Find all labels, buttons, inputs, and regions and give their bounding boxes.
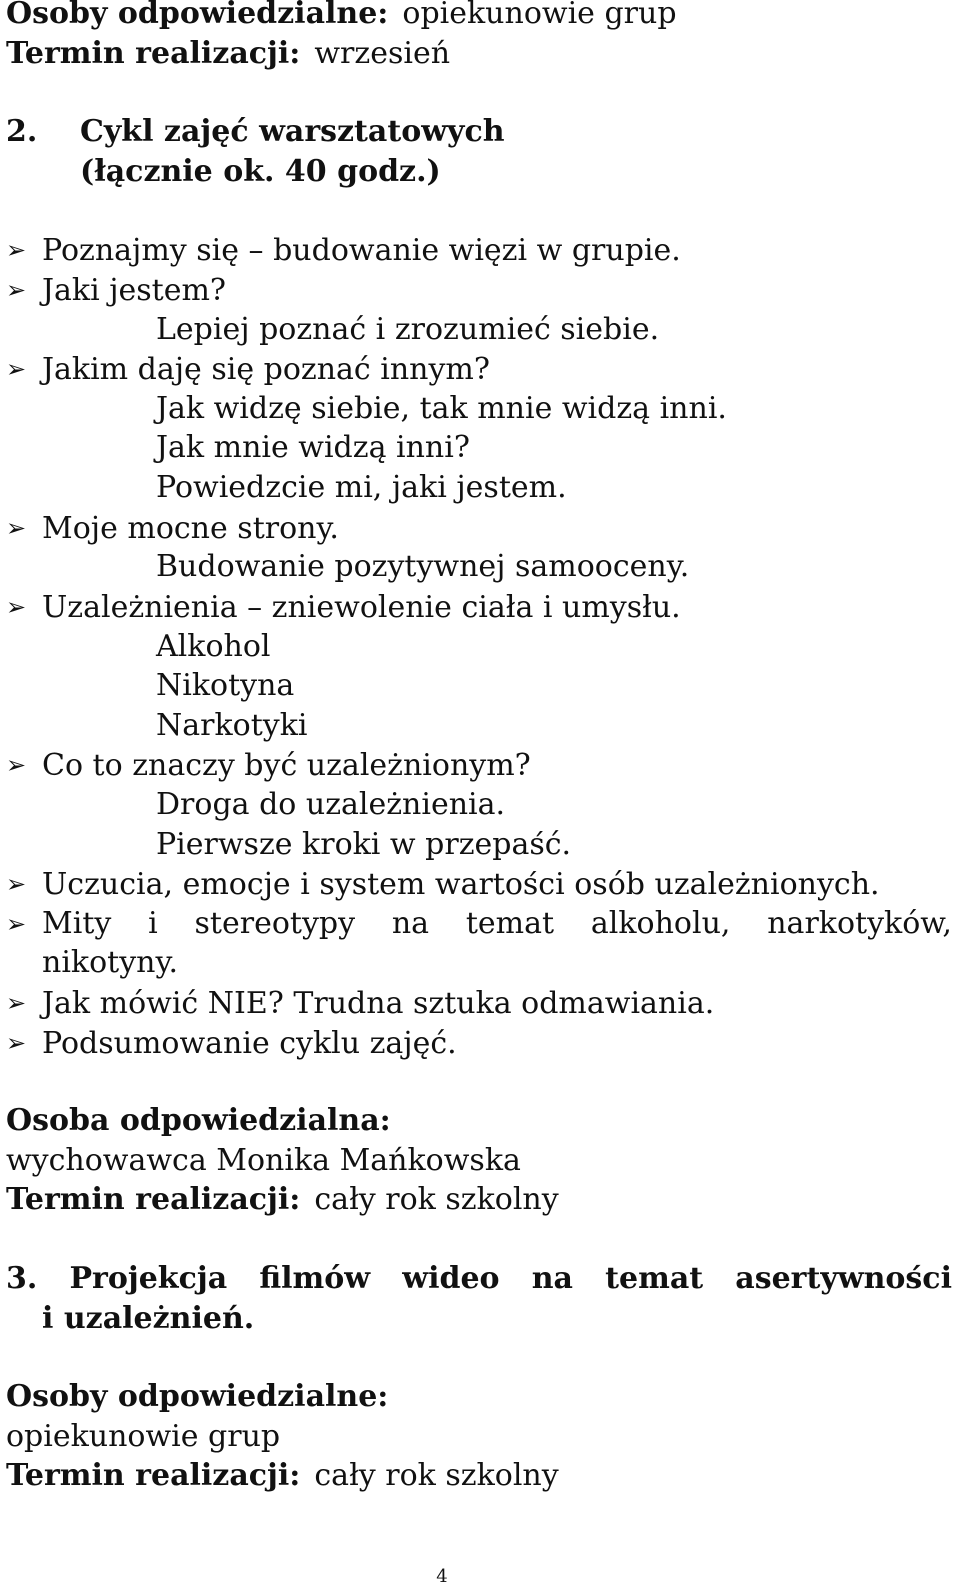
responsible-value: opiekunowie grup <box>402 0 677 31</box>
arrow-bullet-icon: ➢ <box>6 236 27 264</box>
list-item: ➢ Poznajmy się – budowanie więzi w grupie. <box>6 230 681 270</box>
list-subitem: Droga do uzależnienia. <box>156 787 506 822</box>
arrow-bullet-icon: ➢ <box>6 355 27 383</box>
list-item: ➢ Jak mówić NIE? Trudna sztuka odmawiania. <box>6 983 714 1023</box>
list-subitem: Powiedzcie mi, jaki jestem. <box>156 470 567 505</box>
deadline-label: Termin realizacji: <box>6 36 301 71</box>
deadline-value: wrzesień <box>314 36 451 71</box>
section-number: 3. <box>6 1261 38 1296</box>
arrow-bullet-icon: ➢ <box>6 514 27 542</box>
deadline-value: cały rok szkolny <box>314 1182 559 1217</box>
list-subitem: Nikotyna <box>156 668 295 703</box>
list-item: ➢ Co to znaczy być uzależnionym? <box>6 745 531 785</box>
arrow-bullet-icon: ➢ <box>6 989 27 1017</box>
arrow-bullet-icon: ➢ <box>6 870 27 898</box>
arrow-bullet-icon: ➢ <box>6 1029 27 1057</box>
section-2-heading-line2: (łącznie ok. 40 godz.) <box>80 154 441 189</box>
responsible-label: Osoba odpowiedzialna: <box>6 1103 391 1138</box>
arrow-bullet-icon: ➢ <box>6 276 27 304</box>
list-subitem: Narkotyki <box>156 708 308 743</box>
deadline-row <box>6 1456 559 1496</box>
arrow-bullet-icon: ➢ <box>6 910 27 938</box>
list-item-bullet <box>6 904 42 944</box>
list-item: ➢ Podsumowanie cyklu zajęć. <box>6 1023 457 1063</box>
list-item-justified: Mity i stereotypy na temat alkoholu, narkotyków, <box>42 906 952 941</box>
list-subitem: Lepiej poznać i zrozumieć siebie. <box>156 312 660 347</box>
list-subitem: Jak widzę siebie, tak mnie widzą inni. <box>156 391 727 426</box>
list-subitem: Pierwsze kroki w przepaść. <box>156 827 572 862</box>
section-title: Cykl zajęć warsztatowych <box>80 114 505 149</box>
responsible-label: Osoby odpowiedzialne: <box>6 0 389 31</box>
list-item: ➢ Uczucia, emocje i system wartości osób uzależnionych. <box>6 864 880 904</box>
list-item: ➢ Jaki jestem? <box>6 270 226 310</box>
list-subitem: Alkohol <box>156 629 271 664</box>
responsible-row <box>6 0 677 34</box>
deadline-value: cały rok szkolny <box>314 1458 559 1493</box>
list-item: ➢ Moje mocne strony. <box>6 508 339 548</box>
responsible-value: wychowawca Monika Mańkowska <box>6 1143 521 1178</box>
responsible-label: Osoby odpowiedzialne: <box>6 1379 389 1414</box>
page-number: 4 <box>436 1566 448 1587</box>
list-subitem: Budowanie pozytywnej samooceny. <box>156 549 690 584</box>
deadline-label: Termin realizacji: <box>6 1182 301 1217</box>
section-3-heading: 3. Projekcja filmów wideo na temat asertywności <box>6 1259 952 1299</box>
arrow-bullet-icon: ➢ <box>6 751 27 779</box>
section-2-heading <box>6 112 505 152</box>
list-item: ➢ Jakim daję się poznać innym? <box>6 349 490 389</box>
deadline-row <box>6 1180 559 1220</box>
arrow-bullet-icon: ➢ <box>6 593 27 621</box>
section-3-heading-line2: i uzależnień. <box>42 1301 255 1336</box>
list-item-continuation: nikotyny. <box>42 945 178 980</box>
list-subitem: Jak mnie widzą inni? <box>156 430 470 465</box>
list-item: ➢ Uzależnienia – zniewolenie ciała i umysłu. <box>6 587 681 627</box>
deadline-label: Termin realizacji: <box>6 1458 301 1493</box>
deadline-row <box>6 34 450 74</box>
section-number: 2. <box>6 114 38 149</box>
responsible-value: opiekunowie grup <box>6 1419 281 1454</box>
